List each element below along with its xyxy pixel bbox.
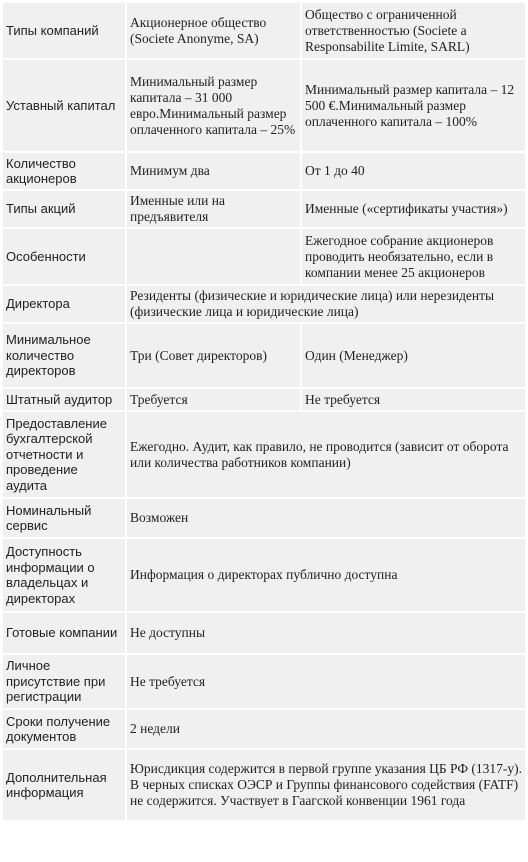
row-label: Типы акций [3, 191, 125, 227]
cell-sarl: Ежегодное собрание акционеров проводить необязательно, если в компании менее 25 акционеров [302, 229, 525, 284]
cell-common: Не требуется [127, 655, 525, 708]
row-label: Штатный аудитор [3, 389, 125, 410]
row-label: Количество акционеров [3, 153, 125, 189]
table-row [3, 613, 525, 653]
row-label: Особенности [3, 229, 125, 284]
table-row [3, 191, 525, 227]
cell-sa: Акционерное общество (Societe Anonyme, SA) [127, 3, 300, 58]
cell-common: Информация о директорах публично доступна [127, 539, 525, 611]
cell-common: Юрисдикция содержится в первой группе указания ЦБ РФ (1317-у). В черных списках ОЭСР и Группы финансового содействия (FATF) не содержится. Участвует в Гаагской конвенции 1961 года [127, 750, 525, 820]
cell-common: 2 недели [127, 710, 525, 748]
cell-sa: Минимум два [127, 153, 300, 189]
row-label: Номинальный сервис [3, 499, 125, 537]
table-row [3, 499, 525, 537]
cell-sarl: От 1 до 40 [302, 153, 525, 189]
cell-common: Ежегодно. Аудит, как правило, не проводится (зависит от оборота или количества работников компании) [127, 412, 525, 497]
row-label: Минимальное количество директоров [3, 324, 125, 387]
row-label: Директора [3, 286, 125, 322]
row-label: Уставный капитал [3, 60, 125, 151]
table-row [3, 229, 525, 284]
table-row [3, 389, 525, 410]
table-row [3, 324, 525, 387]
row-label: Предоставление бухгалтерской отчетности и проведение аудита [3, 412, 125, 497]
cell-sa: Минимальный размер капитала – 31 000 евро.Минимальный размер оплаченного капитала – 25% [127, 60, 300, 151]
cell-sarl: Именные («сертификаты участия») [302, 191, 525, 227]
table-row [3, 539, 525, 611]
table-row [3, 3, 525, 58]
cell-sarl: Минимальный размер капитала – 12 500 €.Минимальный размер оплаченного капитала – 100% [302, 60, 525, 151]
row-label: Типы компаний [3, 3, 125, 58]
cell-sa: Требуется [127, 389, 300, 410]
row-label: Личное присутствие при регистрации [3, 655, 125, 708]
cell-sarl: Общество с ограниченной ответственностью (Societe a Responsabilite Limite, SARL) [302, 3, 525, 58]
cell-sarl: Не требуется [302, 389, 525, 410]
table-row [3, 153, 525, 189]
cell-sarl: Один (Менеджер) [302, 324, 525, 387]
table-row [3, 710, 525, 748]
row-label: Готовые компании [3, 613, 125, 653]
row-label: Доступность информации о владельцах и директорах [3, 539, 125, 611]
row-label: Сроки получение документов [3, 710, 125, 748]
company-comparison-table [1, 1, 527, 822]
table-row [3, 655, 525, 708]
table-row [3, 412, 525, 497]
row-label: Дополнительная информация [3, 750, 125, 820]
cell-common: Резиденты (физические и юридические лица) или нерезиденты (физические лица и юридические лица) [127, 286, 525, 322]
cell-sa: Три (Совет директоров) [127, 324, 300, 387]
table-row [3, 60, 525, 151]
cell-common: Возможен [127, 499, 525, 537]
cell-sa [127, 229, 300, 284]
table-row [3, 286, 525, 322]
table-row [3, 750, 525, 820]
cell-common: Не доступны [127, 613, 525, 653]
cell-sa: Именные или на предъявителя [127, 191, 300, 227]
